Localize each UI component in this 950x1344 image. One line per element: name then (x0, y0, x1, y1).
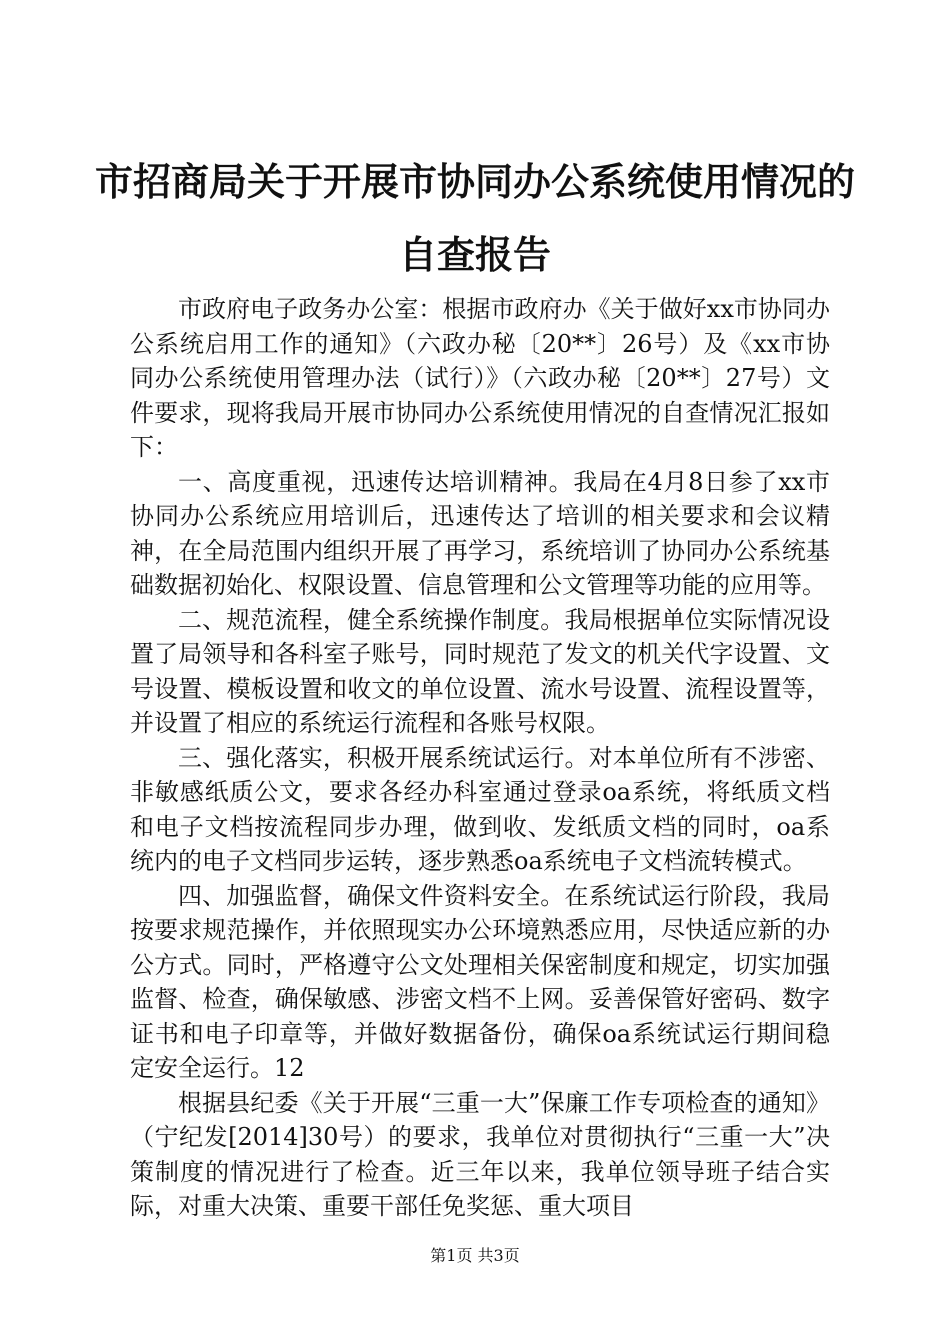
paragraph-continuation: 根据县纪委《关于开展“三重一大”保廉工作专项检查的通知》（宁纪发[2014]30号）的要求，我单位对贯彻执行“三重一大”决策制度的情况进行了检查。近三年以来，我单位领导班子结合实际，对重大决策、重要干部任免奖惩、重大项目 (130, 1088, 830, 1220)
page-number-footer: 第1页 共3页 (430, 1246, 520, 1265)
paragraph-intro: 市政府电子政务办公室：根据市政府办《关于做好xx市协同办公系统启用工作的通知》（六政办秘〔20**〕26号）及《xx市协同办公系统使用管理办法（试行）》（六政办秘〔20**〕27号）文件要求，现将我局开展市协同办公系统使用情况的自查情况汇报如下： (130, 295, 830, 461)
document-title-line-2: 自查报告 (398, 232, 551, 277)
paragraph-section-3: 三、强化落实，积极开展系统试运行。对本单位所有不涉密、非敏感纸质公文，要求各经办科室通过登录oa系统，将纸质文档和电子文档按流程同步办理，做到收、发纸质文档的同时，oa系统内的电子文档同步运转，逐步熟悉oa系统电子文档流转模式。 (130, 743, 830, 875)
document-title-line-1: 市招商局关于开展市协同办公系统使用情况的 (94, 159, 855, 204)
paragraph-section-4: 四、加强监督，确保文件资料安全。在系统试运行阶段，我局按要求规范操作，并依照现实办公环境熟悉应用，尽快适应新的办公方式。同时，严格遵守公文处理相关保密制度和规定，切实加强监督、检查，确保敏感、涉密文档不上网。妥善保管好密码、数字证书和电子印章等，并做好数据备份，确保oa系统试运行期间稳定安全运行。12 (130, 881, 830, 1082)
document-body (130, 292, 830, 1224)
paragraph-section-1: 一、高度重视，迅速传达培训精神。我局在4月8日参了xx市协同办公系统应用培训后，迅速传达了培训的相关要求和会议精神，在全局范围内组织开展了再学习，系统培训了协同办公系统基础数据初始化、权限设置、信息管理和公文管理等功能的应用等。 (130, 467, 830, 599)
paragraph-section-2: 二、规范流程，健全系统操作制度。我局根据单位实际情况设置了局领导和各科室子账号，同时规范了发文的机关代字设置、文号设置、模板设置和收文的单位设置、流水号设置、流程设置等，并设置了相应的系统运行流程和各账号权限。 (130, 605, 830, 737)
